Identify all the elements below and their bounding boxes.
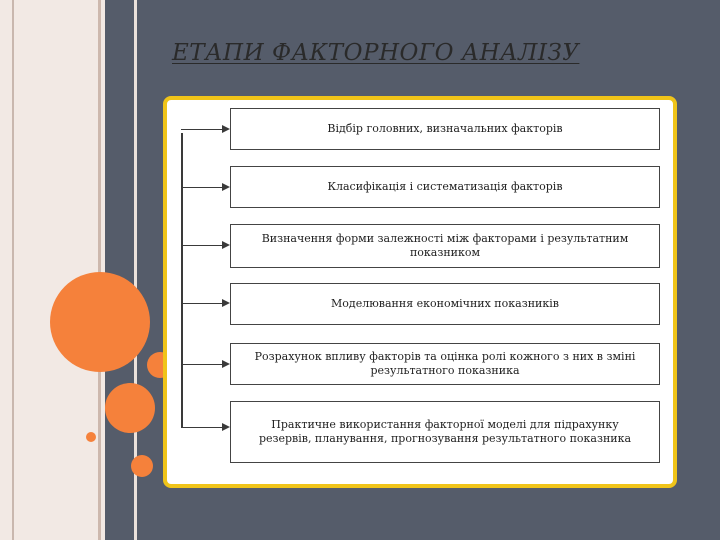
step-box: Класифікація і систематизація факторів bbox=[230, 166, 660, 208]
side-stripe bbox=[98, 0, 101, 540]
connector-arrow bbox=[181, 129, 223, 130]
side-stripe bbox=[12, 0, 14, 540]
connector-arrow bbox=[181, 303, 223, 304]
arrowhead-icon bbox=[222, 299, 230, 307]
arrowhead-icon bbox=[222, 423, 230, 431]
connector-arrow bbox=[181, 187, 223, 188]
arrowhead-icon bbox=[222, 125, 230, 133]
connector-arrow bbox=[181, 364, 223, 365]
arrowhead-icon bbox=[222, 241, 230, 249]
decor-circle-large bbox=[50, 272, 150, 372]
connector-vertical bbox=[181, 133, 183, 428]
step-box: Відбір головних, визначальних факторів bbox=[230, 108, 660, 150]
side-panel bbox=[0, 0, 105, 540]
slide-title: ЕТАПИ ФАКТОРНОГО АНАЛІЗУ bbox=[172, 40, 580, 66]
side-stripe bbox=[105, 0, 135, 540]
step-box: Моделювання економічних показників bbox=[230, 283, 660, 325]
decor-circle-small bbox=[131, 455, 153, 477]
connector-arrow bbox=[181, 427, 223, 428]
step-box: Практичне використання факторної моделі для підрахунку резервів, планування, прогнозування результатного показника bbox=[230, 401, 660, 463]
arrowhead-icon bbox=[222, 183, 230, 191]
step-box: Визначення форми залежності між факторами і результатним показником bbox=[230, 224, 660, 268]
connector-arrow bbox=[181, 245, 223, 246]
decor-circle-medium bbox=[105, 383, 155, 433]
step-box: Розрахунок впливу факторів та оцінка ролі кожного з них в зміні результатного показника bbox=[230, 343, 660, 385]
arrowhead-icon bbox=[222, 360, 230, 368]
decor-circle-tiny bbox=[86, 432, 96, 442]
